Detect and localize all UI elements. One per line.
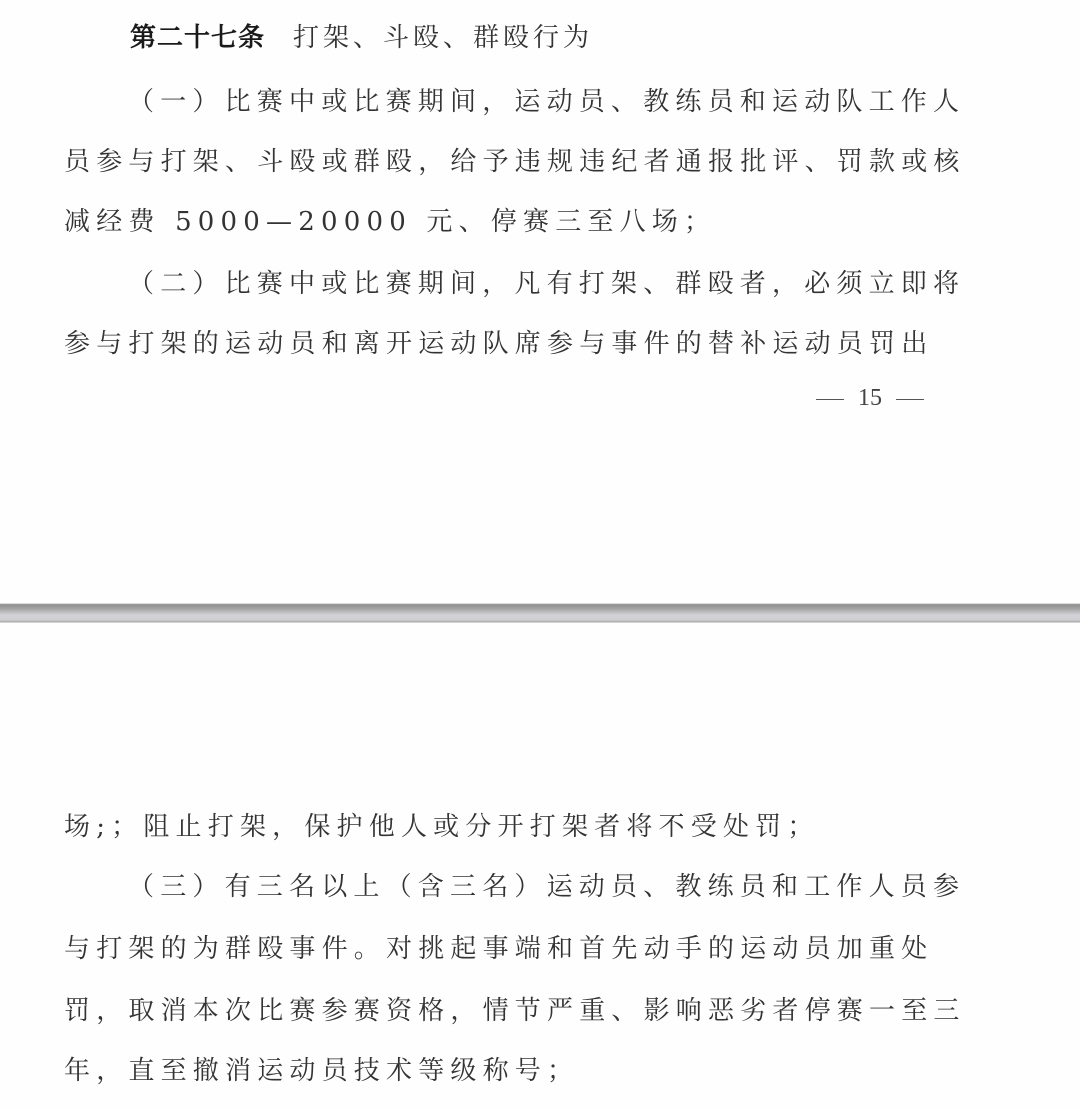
page-number [802, 384, 938, 412]
paragraph-line: 减经费 5000—20000 元、停赛三至八场； [64, 207, 717, 237]
page-number-dash-left [816, 399, 844, 400]
paragraph-line: 与打架的为群殴事件。对挑起事端和首先动手的运动员加重处 [64, 934, 934, 964]
paragraph-line: 参与打架的运动员和离开运动队席参与事件的替补运动员罚出 [64, 329, 934, 359]
page-separator [0, 603, 1080, 623]
paragraph-line: 场;；阻止打架，保护他人或分开打架者将不受处罚； [64, 812, 820, 842]
paragraph-line: 罚，取消本次比赛参赛资格，情节严重、影响恶劣者停赛一至三 [64, 996, 966, 1026]
article-title: 打架、斗殴、群殴行为 [293, 23, 594, 53]
paragraph-line: 员参与打架、斗殴或群殴，给予违规违纪者通报批评、罚款或核 [64, 147, 966, 177]
page-number-value: 15 [858, 385, 882, 411]
paragraph-line: 年，直至撤消运动员技术等级称号； [64, 1056, 580, 1086]
paragraph-line: （一）比赛中或比赛期间，运动员、教练员和运动队工作人 [128, 87, 966, 117]
paragraph-line: （二）比赛中或比赛期间，凡有打架、群殴者，必须立即将 [128, 269, 966, 299]
article-heading [130, 22, 593, 54]
article-number: 第二十七条 [130, 23, 266, 53]
page-number-dash-right [896, 399, 924, 400]
paragraph-line: （三）有三名以上（含三名）运动员、教练员和工作人员参 [128, 872, 966, 902]
document-page-16 [0, 623, 1080, 1108]
